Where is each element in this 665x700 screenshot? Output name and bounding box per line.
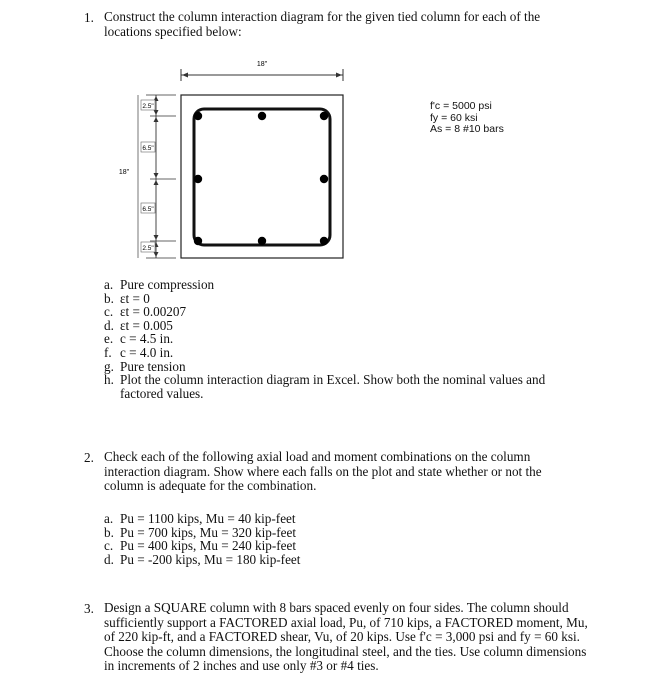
- problem-1-list: [104, 278, 574, 400]
- list-item: e. c = 4.5 in.: [104, 331, 174, 347]
- list-item: c. Pu = 400 kips, Mu = 240 kip-feet: [104, 538, 297, 554]
- rebar: [258, 112, 266, 120]
- spacing-label-4: 2.5": [142, 245, 154, 252]
- spacing-label-1: 2.5": [142, 103, 154, 110]
- list-item: c. εt = 0.00207: [104, 304, 187, 320]
- rebar: [194, 175, 202, 183]
- rebars: [194, 112, 328, 245]
- problem-2-list: [104, 512, 574, 566]
- list-item: d. Pu = -200 kips, Mu = 180 kip-feet: [104, 551, 301, 567]
- spacing-label-2: 6.5": [142, 145, 154, 152]
- rebar: [194, 112, 202, 120]
- list-item: b. Pu = 700 kips, Mu = 320 kip-feet: [104, 524, 297, 540]
- list-item: a. Pure compression: [104, 277, 215, 292]
- tie-outline: [194, 109, 330, 245]
- list-item: d. εt = 0.005: [104, 317, 173, 333]
- list-item: a. Pu = 1100 kips, Mu = 40 kip-feet: [104, 511, 296, 526]
- list-item: f. c = 4.0 in.: [104, 344, 174, 360]
- left-dimension-label: 18": [118, 169, 130, 176]
- rebar: [258, 237, 266, 245]
- problem-3-text: Design a SQUARE column with 8 bars spaced evenly on four sides. The column should sufficiently support a FACTORED axial load, Pu, of 710 kips, a FACTORED moment, Mu, of 220 kip-ft, and a FACTORED shear, Vu, of 20 kips. Use f'c = 3,000 psi and fy = 60 ksi. Choose the column dimensions, the longitudinal steel, and the ties. Use column dimensions in increments of 2 inches and use only #3 or #4 ties.: [104, 600, 588, 674]
- problem-1-number: 1.: [84, 10, 94, 25]
- problem-3-number: 3.: [84, 601, 94, 616]
- list-item: g. Pure tension: [104, 358, 186, 374]
- rebar: [320, 112, 328, 120]
- spacing-label-3: 6.5": [142, 206, 154, 213]
- top-dimension-label: 18": [256, 61, 268, 68]
- problem-2-number: 2.: [84, 450, 94, 465]
- column-section-diagram: [0, 0, 665, 270]
- rebar: [194, 237, 202, 245]
- rebar: [320, 237, 328, 245]
- problem-2-text: Check each of the following axial load and moment combinations on the column interaction diagram. Show where each falls on the plot and state whether or not the column is adequate for the combination.: [104, 449, 542, 494]
- rebar: [320, 175, 328, 183]
- list-item: h. Plot the column interaction diagram in Excel. Show both the nominal values and factored values.: [104, 372, 546, 401]
- steel-yield: fy = 60 ksi: [430, 111, 478, 124]
- problem-1-text: Construct the column interaction diagram for the given tied column for each of the locations specified below:: [104, 9, 541, 39]
- list-item: b. εt = 0: [104, 290, 150, 306]
- concrete-strength: f'c = 5000 psi: [430, 100, 492, 112]
- steel-area: As = 8 #10 bars: [430, 123, 504, 136]
- material-properties: [430, 101, 504, 136]
